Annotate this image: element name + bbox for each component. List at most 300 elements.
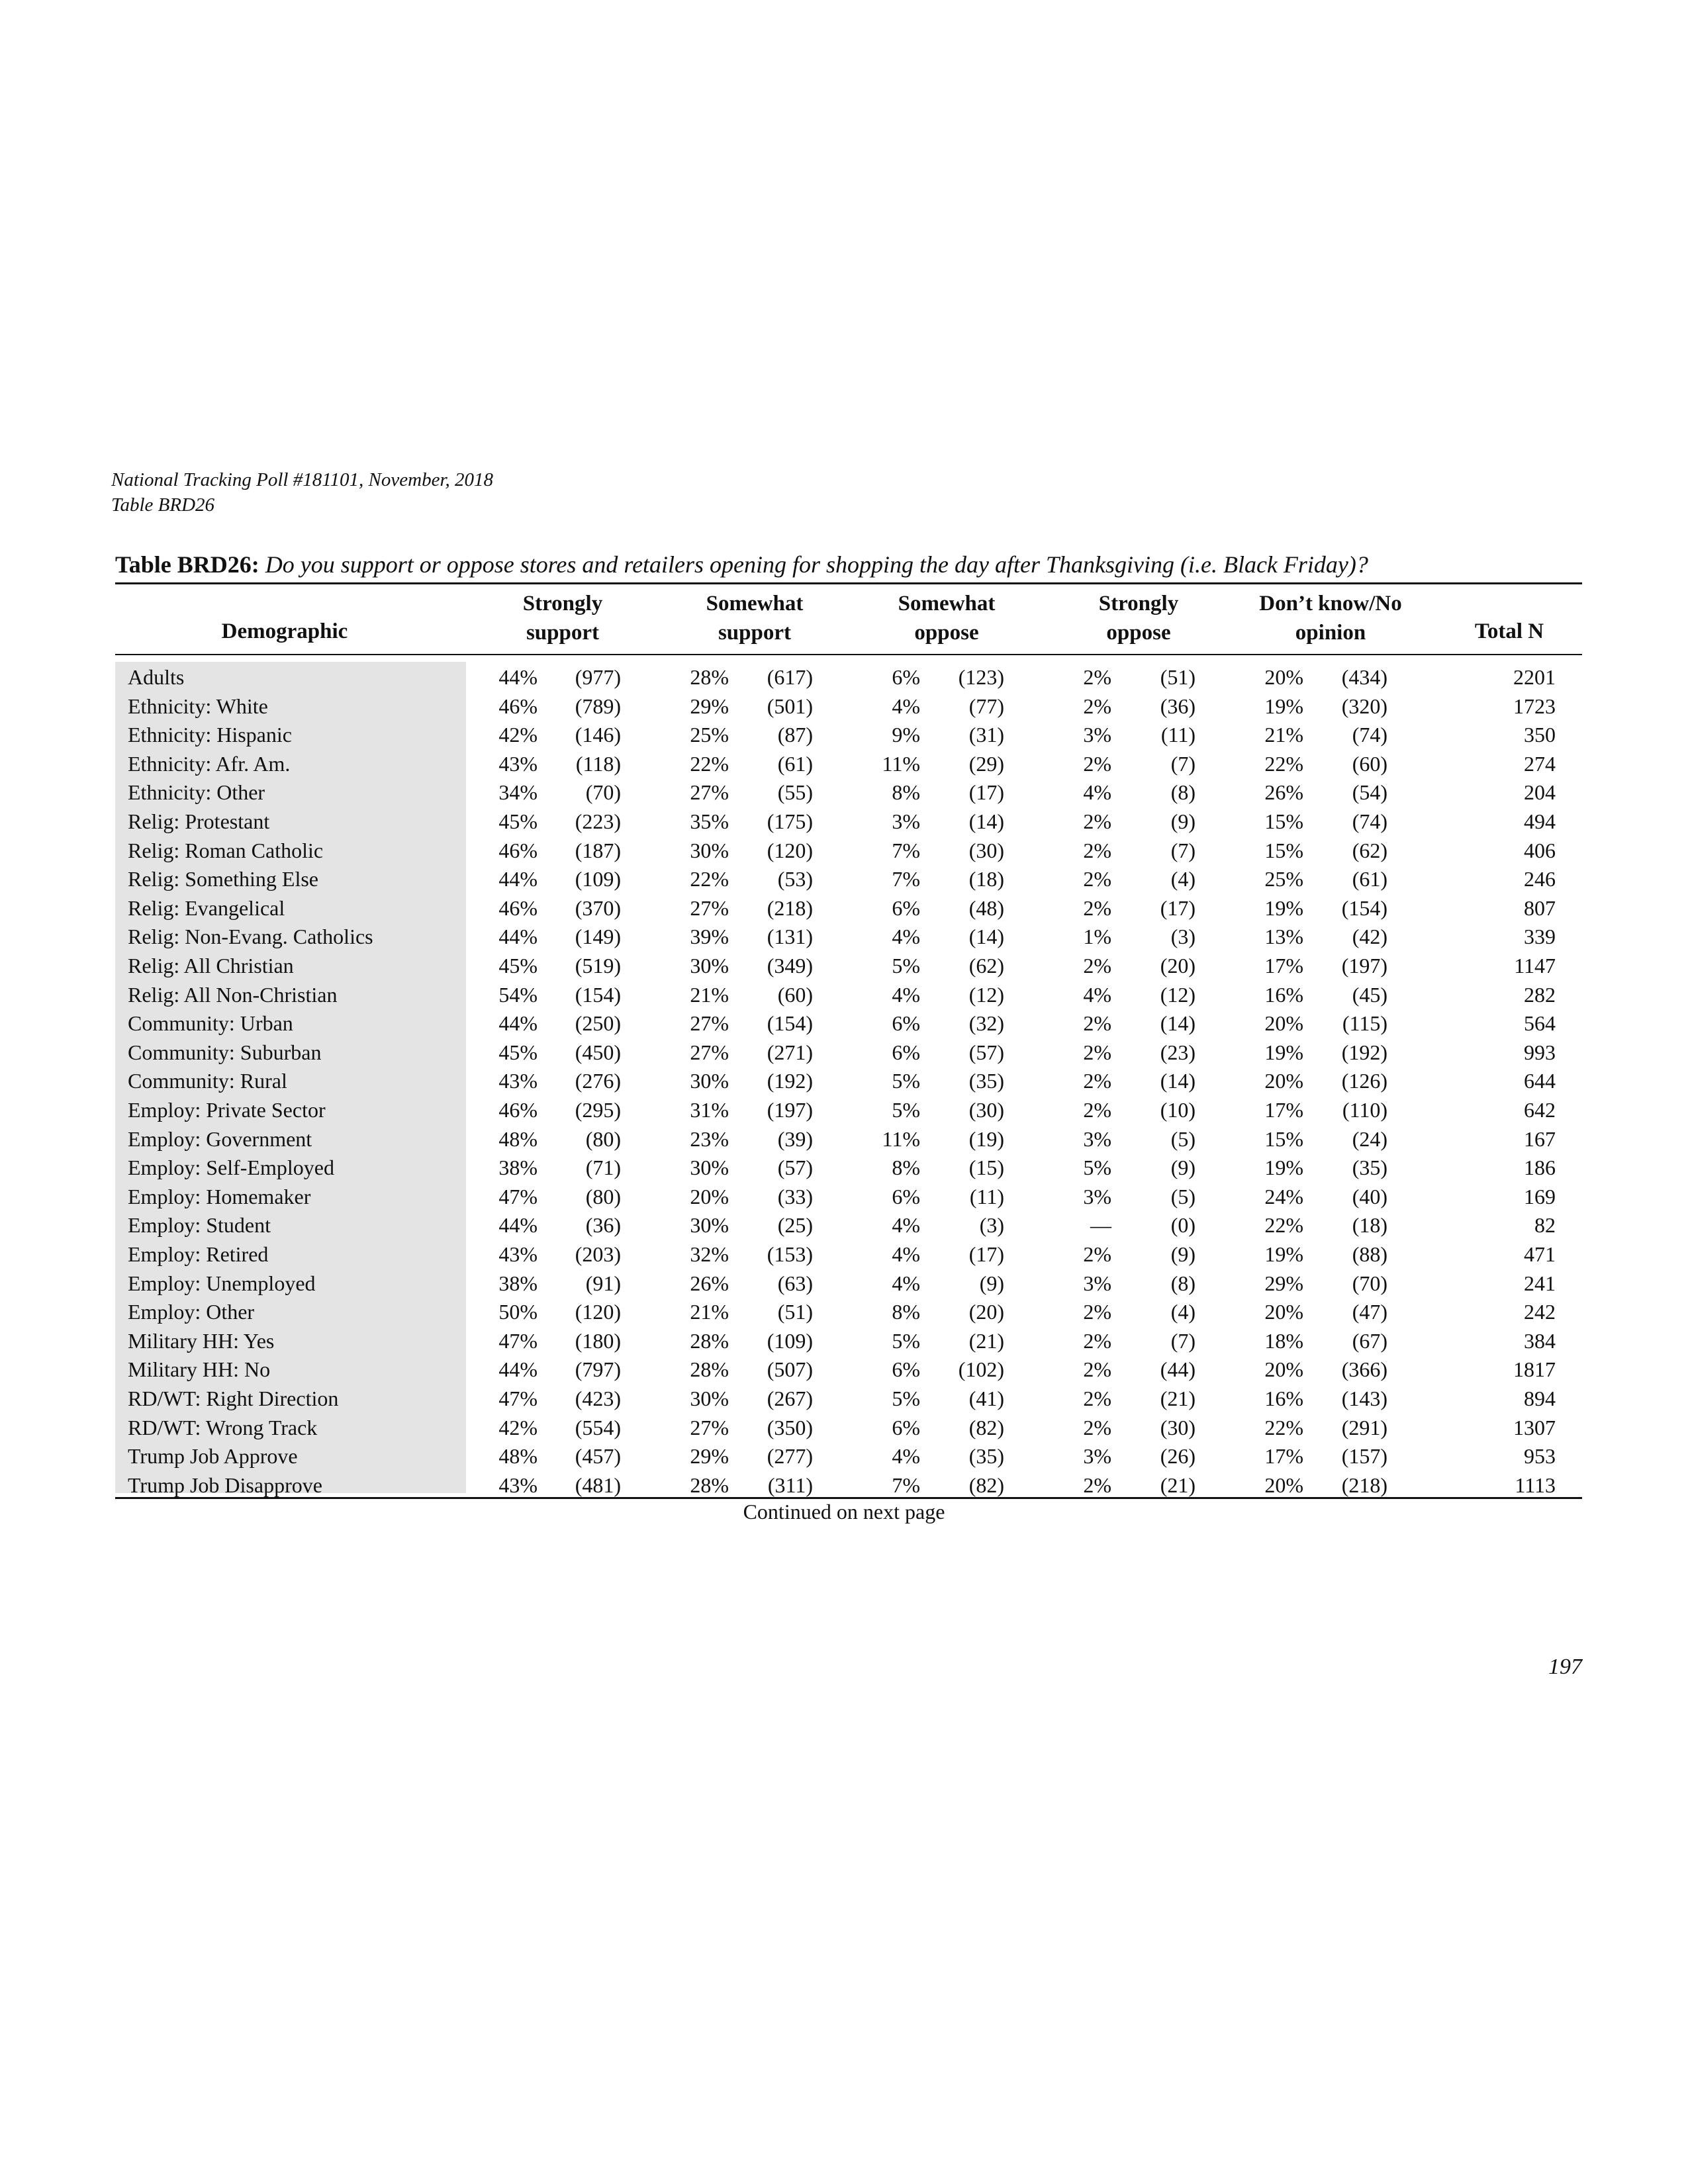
cell-count: (311) [767,1473,813,1497]
cell-percent: 25% [690,723,729,747]
cell-percent: 21% [690,982,729,1007]
cell-count: (109) [767,1328,813,1353]
cell-count: (9) [1170,1156,1196,1180]
cell-percent: 20% [690,1184,729,1208]
cell-percent: 30% [690,954,729,978]
cell-count: (51) [1160,665,1196,689]
row-label: Employ: Retired [128,1242,269,1266]
cell-count: (42) [1352,925,1387,949]
cell-percent: 29% [690,694,729,718]
cell-percent: — [1090,1213,1111,1238]
cell-percent: 16% [1264,1387,1303,1410]
col-strongly-oppose-line1: Strongly [1098,592,1179,615]
cell-percent: 35% [690,809,729,833]
cell-count: (7) [1170,1328,1196,1353]
row-label: Relig: Evangelical [128,895,285,920]
cell-count: (19) [968,1126,1004,1151]
col-somewhat-support [669,589,841,647]
cell-count: (63) [777,1271,813,1295]
row-label: Relig: All Non-Christian [128,982,338,1007]
cell-percent: 28% [690,1328,729,1353]
cell-count: (617) [767,665,813,689]
row-label: Employ: Homemaker [128,1184,311,1208]
cell-percent: 23% [690,1126,729,1151]
cell-count: (70) [585,780,621,805]
cell-count: (350) [767,1415,813,1439]
cell-percent: 26% [690,1271,729,1295]
cell-percent: 30% [690,1213,729,1238]
cell-percent: 4% [892,982,920,1007]
cell-count: (501) [767,694,813,718]
cell-count: (180) [575,1328,621,1353]
cell-count: (74) [1352,809,1387,833]
cell-count: (366) [1341,1357,1387,1382]
cell-percent: 19% [1264,1242,1303,1266]
table-row [0,1096,1688,1124]
cell-percent: 3% [892,809,920,833]
cell-percent: 44% [498,925,538,949]
cell-count: (434) [1341,665,1387,689]
cell-count: (3) [1170,925,1196,949]
cell-count: (36) [585,1213,621,1238]
cell-percent: 27% [690,1415,729,1439]
cell-percent: 2% [1083,694,1111,718]
cell-percent: 22% [1264,1213,1303,1238]
cell-count: (40) [1352,1184,1387,1208]
cell-count: (80) [585,1126,621,1151]
cell-count: (51) [777,1300,813,1324]
cell-percent: 4% [1083,780,1111,805]
cell-percent: 38% [498,1156,538,1180]
cell-count: (30) [968,1098,1004,1122]
cell-count: (115) [1342,1011,1387,1036]
cell-percent: 11% [882,751,920,776]
cell-count: (36) [1160,694,1196,718]
cell-count: (450) [575,1040,621,1064]
cell-count: (789) [575,694,621,718]
row-label: Ethnicity: Other [128,780,265,805]
cell-total: 339 [1524,925,1556,949]
cell-count: (223) [575,809,621,833]
cell-count: (123) [958,665,1004,689]
table-row [0,663,1688,692]
cell-count: (9) [1170,1242,1196,1266]
col-strongly-support [477,589,649,647]
cell-count: (18) [968,867,1004,891]
cell-count: (15) [968,1156,1004,1180]
cell-total: 1307 [1513,1415,1556,1439]
cell-count: (24) [1352,1126,1387,1151]
cell-percent: 5% [892,954,920,978]
col-demographic: Demographic [221,619,348,643]
col-strongly-oppose [1053,589,1225,647]
cell-percent: 45% [498,809,538,833]
cell-count: (32) [968,1011,1004,1036]
cell-percent: 2% [1083,665,1111,689]
cell-percent: 29% [690,1444,729,1469]
cell-count: (14) [968,925,1004,949]
cell-count: (14) [1160,1011,1196,1036]
cell-count: (320) [1341,694,1387,718]
cell-total: 1147 [1514,954,1556,978]
cell-total: 186 [1524,1156,1556,1180]
cell-percent: 17% [1264,1098,1303,1122]
cell-count: (192) [767,1069,813,1093]
cell-count: (55) [777,780,813,805]
col-dont-know-line1: Don’t know/No [1259,592,1402,615]
cell-count: (82) [968,1473,1004,1497]
cell-percent: 42% [498,1415,538,1439]
cell-percent: 4% [892,925,920,949]
table-row [0,1067,1688,1095]
table-row [0,1385,1688,1413]
cell-percent: 4% [892,1444,920,1469]
table-row [0,923,1688,951]
cell-percent: 17% [1264,954,1303,978]
row-label: Community: Suburban [128,1040,322,1064]
cell-percent: 46% [498,1098,538,1122]
cell-percent: 27% [690,1011,729,1036]
cell-percent: 19% [1264,895,1303,920]
cell-percent: 2% [1083,895,1111,920]
cell-percent: 3% [1083,723,1111,747]
col-dont-know [1231,589,1430,647]
cell-percent: 28% [690,1357,729,1382]
cell-count: (507) [767,1357,813,1382]
cell-percent: 7% [892,838,920,862]
cell-percent: 2% [1083,1011,1111,1036]
top-rule [115,582,1582,584]
table-row [0,721,1688,749]
col-strongly-support-line2: support [526,621,600,645]
row-label: RD/WT: Right Direction [128,1387,339,1410]
cell-percent: 6% [892,665,920,689]
table-title [115,551,1368,578]
cell-count: (126) [1341,1069,1387,1093]
cell-percent: 44% [498,665,538,689]
cell-count: (20) [1160,954,1196,978]
cell-count: (17) [968,780,1004,805]
cell-percent: 2% [1083,1357,1111,1382]
cell-count: (35) [968,1444,1004,1469]
cell-count: (70) [1352,1271,1387,1295]
table-title-label: Table BRD26: [115,551,259,578]
cell-count: (154) [575,982,621,1007]
cell-count: (295) [575,1098,621,1122]
cell-percent: 5% [1083,1156,1111,1180]
cell-percent: 20% [1264,665,1303,689]
cell-count: (203) [575,1242,621,1266]
cell-percent: 2% [1083,1387,1111,1410]
row-label: Relig: All Christian [128,954,294,978]
col-total-n: Total N [1474,619,1544,643]
cell-percent: 32% [690,1242,729,1266]
row-label: Employ: Self-Employed [128,1156,334,1180]
cell-count: (71) [585,1156,621,1180]
cell-total: 169 [1524,1184,1556,1208]
cell-total: 993 [1524,1040,1556,1064]
cell-percent: 31% [690,1098,729,1122]
cell-count: (10) [1160,1098,1196,1122]
row-label: Employ: Student [128,1213,271,1238]
cell-total: 471 [1524,1242,1556,1266]
cell-percent: 2% [1083,1098,1111,1122]
col-somewhat-oppose [861,589,1033,647]
row-label: Relig: Something Else [128,867,318,891]
cell-count: (21) [1160,1473,1196,1497]
cell-percent: 22% [690,751,729,776]
cell-total: 282 [1524,982,1556,1007]
cell-percent: 6% [892,895,920,920]
cell-count: (17) [968,1242,1004,1266]
cell-percent: 15% [1264,1126,1303,1151]
cell-count: (8) [1170,1271,1196,1295]
cell-count: (250) [575,1011,621,1036]
col-somewhat-support-line1: Somewhat [706,592,804,615]
row-label: Military HH: No [128,1357,271,1382]
cell-count: (54) [1352,780,1387,805]
cell-count: (118) [575,751,621,776]
table-row [0,1125,1688,1154]
page-number: 197 [1548,1655,1582,1679]
cell-total: 384 [1524,1328,1556,1353]
table-row [0,981,1688,1009]
row-label: Trump Job Approve [128,1444,298,1469]
cell-percent: 46% [498,694,538,718]
row-label: Trump Job Disapprove [128,1473,322,1497]
cell-percent: 3% [1083,1126,1111,1151]
cell-count: (797) [575,1357,621,1382]
table-row [0,894,1688,923]
table-row [0,1327,1688,1355]
cell-count: (12) [968,982,1004,1007]
cell-percent: 44% [498,867,538,891]
cell-count: (197) [1341,954,1387,978]
row-label: Relig: Non-Evang. Catholics [128,925,373,949]
cell-count: (44) [1160,1357,1196,1382]
cell-total: 274 [1524,751,1556,776]
cell-percent: 4% [1083,982,1111,1007]
cell-percent: 8% [892,780,920,805]
cell-count: (131) [767,925,813,949]
cell-percent: 30% [690,1069,729,1093]
cell-percent: 21% [690,1300,729,1324]
col-somewhat-support-line2: support [718,621,792,645]
row-label: Relig: Roman Catholic [128,838,324,862]
cell-percent: 45% [498,1040,538,1064]
cell-percent: 47% [498,1184,538,1208]
row-label: Employ: Unemployed [128,1271,316,1295]
cell-count: (977) [575,665,621,689]
cell-total: 564 [1524,1011,1556,1036]
cell-percent: 44% [498,1357,538,1382]
cell-count: (39) [777,1126,813,1151]
cell-count: (120) [575,1300,621,1324]
col-dont-know-line2: opinion [1295,621,1366,645]
cell-percent: 3% [1083,1271,1111,1295]
header-rule [115,654,1582,655]
col-somewhat-oppose-line2: oppose [914,621,979,645]
cell-count: (423) [575,1387,621,1410]
table-row [0,1154,1688,1182]
cell-percent: 48% [498,1444,538,1469]
cell-count: (18) [1352,1213,1387,1238]
table-row [0,750,1688,778]
cell-percent: 39% [690,925,729,949]
table-row [0,1183,1688,1211]
bottom-rule [115,1497,1582,1499]
cell-percent: 45% [498,954,538,978]
cell-percent: 26% [1264,780,1303,805]
cell-percent: 25% [1264,867,1303,891]
cell-count: (110) [1342,1098,1387,1122]
cell-percent: 13% [1264,925,1303,949]
cell-count: (349) [767,954,813,978]
cell-count: (187) [575,838,621,862]
cell-percent: 28% [690,1473,729,1497]
table-row [0,1471,1688,1500]
cell-percent: 4% [892,694,920,718]
cell-count: (370) [575,895,621,920]
cell-count: (277) [767,1444,813,1469]
cell-percent: 1% [1083,925,1111,949]
cell-count: (45) [1352,982,1387,1007]
cell-total: 406 [1524,838,1556,862]
cell-count: (218) [1341,1473,1387,1497]
row-label: Military HH: Yes [128,1328,275,1353]
cell-percent: 20% [1264,1357,1303,1382]
table-row [0,865,1688,893]
cell-count: (197) [767,1098,813,1122]
cell-percent: 5% [892,1069,920,1093]
col-somewhat-oppose-line1: Somewhat [898,592,996,615]
cell-count: (21) [968,1328,1004,1353]
cell-count: (87) [777,723,813,747]
cell-percent: 2% [1083,1415,1111,1439]
cell-percent: 47% [498,1328,538,1353]
cell-percent: 27% [690,1040,729,1064]
cell-percent: 2% [1083,1040,1111,1064]
table-question: Do you support or oppose stores and retailers opening for shopping the day after Thanksgiving (i.e. Black Friday)? [265,551,1368,578]
cell-percent: 43% [498,1473,538,1497]
cell-count: (267) [767,1387,813,1410]
cell-count: (48) [968,895,1004,920]
cell-percent: 15% [1264,809,1303,833]
cell-percent: 17% [1264,1444,1303,1469]
cell-percent: 4% [892,1242,920,1266]
cell-count: (143) [1341,1387,1387,1410]
cell-count: (53) [777,867,813,891]
cell-count: (20) [968,1300,1004,1324]
cell-percent: 20% [1264,1011,1303,1036]
row-label: Employ: Private Sector [128,1098,326,1122]
cell-count: (481) [575,1473,621,1497]
cell-count: (60) [1352,751,1387,776]
row-label: Employ: Other [128,1300,255,1324]
cell-percent: 6% [892,1357,920,1382]
cell-percent: 38% [498,1271,538,1295]
cell-count: (4) [1170,1300,1196,1324]
table-row [0,1414,1688,1442]
cell-count: (7) [1170,751,1196,776]
cell-percent: 11% [882,1126,920,1151]
table-row [0,1211,1688,1240]
cell-count: (60) [777,982,813,1007]
cell-count: (25) [777,1213,813,1238]
row-label: RD/WT: Wrong Track [128,1415,318,1439]
table-row [0,807,1688,836]
cell-total: 494 [1524,809,1556,833]
cell-count: (154) [767,1011,813,1036]
cell-percent: 20% [1264,1300,1303,1324]
cell-count: (291) [1341,1415,1387,1439]
cell-percent: 27% [690,780,729,805]
poll-name: National Tracking Poll #181101, November, 2018 [111,469,494,490]
cell-count: (146) [575,723,621,747]
cell-percent: 4% [892,1271,920,1295]
cell-total: 953 [1524,1444,1556,1469]
table-row [0,692,1688,721]
cell-count: (35) [968,1069,1004,1093]
cell-percent: 18% [1264,1328,1303,1353]
cell-percent: 22% [1264,1415,1303,1439]
cell-count: (33) [777,1184,813,1208]
cell-percent: 4% [892,1213,920,1238]
cell-percent: 2% [1083,838,1111,862]
cell-percent: 20% [1264,1069,1303,1093]
cell-count: (9) [1170,809,1196,833]
cell-percent: 54% [498,982,538,1007]
cell-count: (88) [1352,1242,1387,1266]
cell-count: (271) [767,1040,813,1064]
row-label: Ethnicity: White [128,694,268,718]
cell-count: (276) [575,1069,621,1093]
cell-count: (30) [1160,1415,1196,1439]
cell-percent: 2% [1083,751,1111,776]
cell-percent: 6% [892,1011,920,1036]
cell-percent: 50% [498,1300,538,1324]
cell-percent: 15% [1264,838,1303,862]
cell-percent: 30% [690,838,729,862]
cell-count: (67) [1352,1328,1387,1353]
cell-count: (153) [767,1242,813,1266]
cell-percent: 5% [892,1387,920,1410]
cell-count: (14) [1160,1069,1196,1093]
cell-percent: 27% [690,895,729,920]
cell-count: (109) [575,867,621,891]
cell-percent: 20% [1264,1473,1303,1497]
cell-percent: 47% [498,1387,538,1410]
cell-percent: 24% [1264,1184,1303,1208]
cell-total: 1723 [1513,694,1556,718]
cell-count: (554) [575,1415,621,1439]
cell-total: 350 [1524,723,1556,747]
cell-percent: 6% [892,1415,920,1439]
cell-percent: 7% [892,1473,920,1497]
cell-count: (17) [1160,895,1196,920]
cell-count: (154) [1341,895,1387,920]
cell-percent: 43% [498,1242,538,1266]
cell-total: 2201 [1513,665,1556,689]
cell-percent: 16% [1264,982,1303,1007]
cell-count: (8) [1170,780,1196,805]
cell-percent: 6% [892,1040,920,1064]
cell-count: (519) [575,954,621,978]
cell-percent: 21% [1264,723,1303,747]
cell-percent: 8% [892,1156,920,1180]
cell-percent: 2% [1083,1069,1111,1093]
cell-count: (62) [1352,838,1387,862]
